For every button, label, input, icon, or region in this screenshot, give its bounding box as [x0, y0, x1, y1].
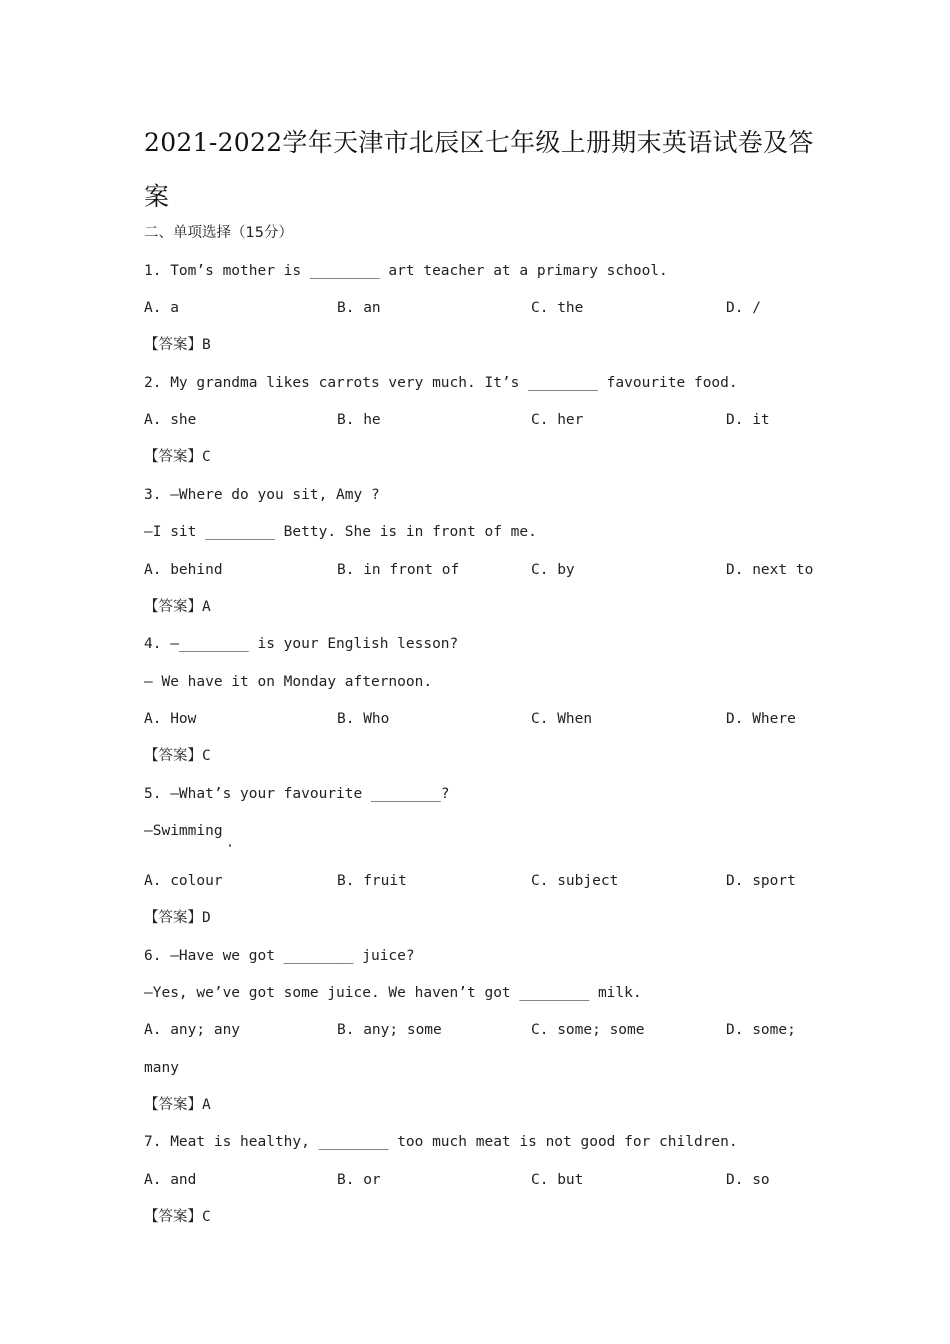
option-b: B. fruit: [337, 873, 407, 889]
option-c: C. subject: [531, 873, 619, 889]
question-5-line-2: —Swimming: [144, 823, 223, 839]
option-d: D. next to: [726, 562, 814, 578]
answer-value: D: [202, 910, 211, 926]
answer: [144, 597, 211, 617]
option-a: A. any; any: [144, 1022, 241, 1038]
question-5: 5. —What’s your favourite ________?: [144, 786, 450, 802]
question-6-line-2: —Yes, we’ve got some juice. We haven’t got ________ milk.: [144, 985, 642, 1001]
option-d: D. sport: [726, 873, 796, 889]
option-c: C. some; some: [531, 1022, 645, 1038]
option-a: A. behind: [144, 562, 223, 578]
question-3: 3. —Where do you sit, Amy ?: [144, 487, 380, 503]
option-c: C. by: [531, 562, 575, 578]
answer-label: 【答案】: [144, 748, 202, 764]
answer-value: A: [202, 1097, 211, 1113]
page-title: 2021-2022学年天津市北辰区七年级上册期末英语试卷及答案: [144, 128, 814, 211]
option-c: C. but: [531, 1172, 584, 1188]
answer-label: 【答案】: [144, 337, 202, 353]
question-4-line-2: — We have it on Monday afternoon.: [144, 674, 433, 690]
option-c: C. When: [531, 711, 593, 727]
answer: [144, 746, 211, 766]
option-b: B. in front of: [337, 562, 460, 578]
answer-label: 【答案】: [144, 1097, 202, 1113]
option-a: A. and: [144, 1172, 197, 1188]
option-c: C. the: [531, 300, 584, 316]
option-a: A. a: [144, 300, 179, 316]
answer-label: 【答案】: [144, 449, 202, 465]
option-d: D. so: [726, 1172, 770, 1188]
answer-label: 【答案】: [144, 910, 202, 926]
answer-value: C: [202, 1209, 211, 1225]
option-d: D. /: [726, 300, 761, 316]
option-a: A. she: [144, 412, 197, 428]
question-6: 6. —Have we got ________ juice?: [144, 948, 415, 964]
option-a: A. colour: [144, 873, 223, 889]
option-a: A. How: [144, 711, 197, 727]
answer-value: C: [202, 748, 211, 764]
question-3-line-2: —I sit ________ Betty. She is in front of me.: [144, 524, 537, 540]
question-7: 7. Meat is healthy, ________ too much meat is not good for children.: [144, 1134, 738, 1150]
option-d-continued: many: [144, 1060, 179, 1076]
answer-value: B: [202, 337, 211, 353]
option-d: D. some;: [726, 1022, 796, 1038]
answer: [144, 1095, 211, 1115]
answer-value: C: [202, 449, 211, 465]
question-4: 4. —________ is your English lesson?: [144, 636, 459, 652]
option-b: B. any; some: [337, 1022, 442, 1038]
option-c: C. her: [531, 412, 584, 428]
stray-mark: [229, 844, 231, 847]
answer: [144, 908, 211, 928]
option-b: B. Who: [337, 711, 390, 727]
option-b: B. an: [337, 300, 381, 316]
option-b: B. or: [337, 1172, 381, 1188]
option-d: D. Where: [726, 711, 796, 727]
option-b: B. he: [337, 412, 381, 428]
option-d: D. it: [726, 412, 770, 428]
answer: [144, 1207, 211, 1227]
answer: [144, 335, 211, 355]
answer-value: A: [202, 599, 211, 615]
question-1: 1. Tom’s mother is ________ art teacher at a primary school.: [144, 263, 668, 279]
answer-label: 【答案】: [144, 599, 202, 615]
answer: [144, 447, 211, 467]
question-2: 2. My grandma likes carrots very much. It’s ________ favourite food.: [144, 375, 738, 391]
section-heading: 二、单项选择（15分）: [144, 225, 293, 241]
answer-label: 【答案】: [144, 1209, 202, 1225]
